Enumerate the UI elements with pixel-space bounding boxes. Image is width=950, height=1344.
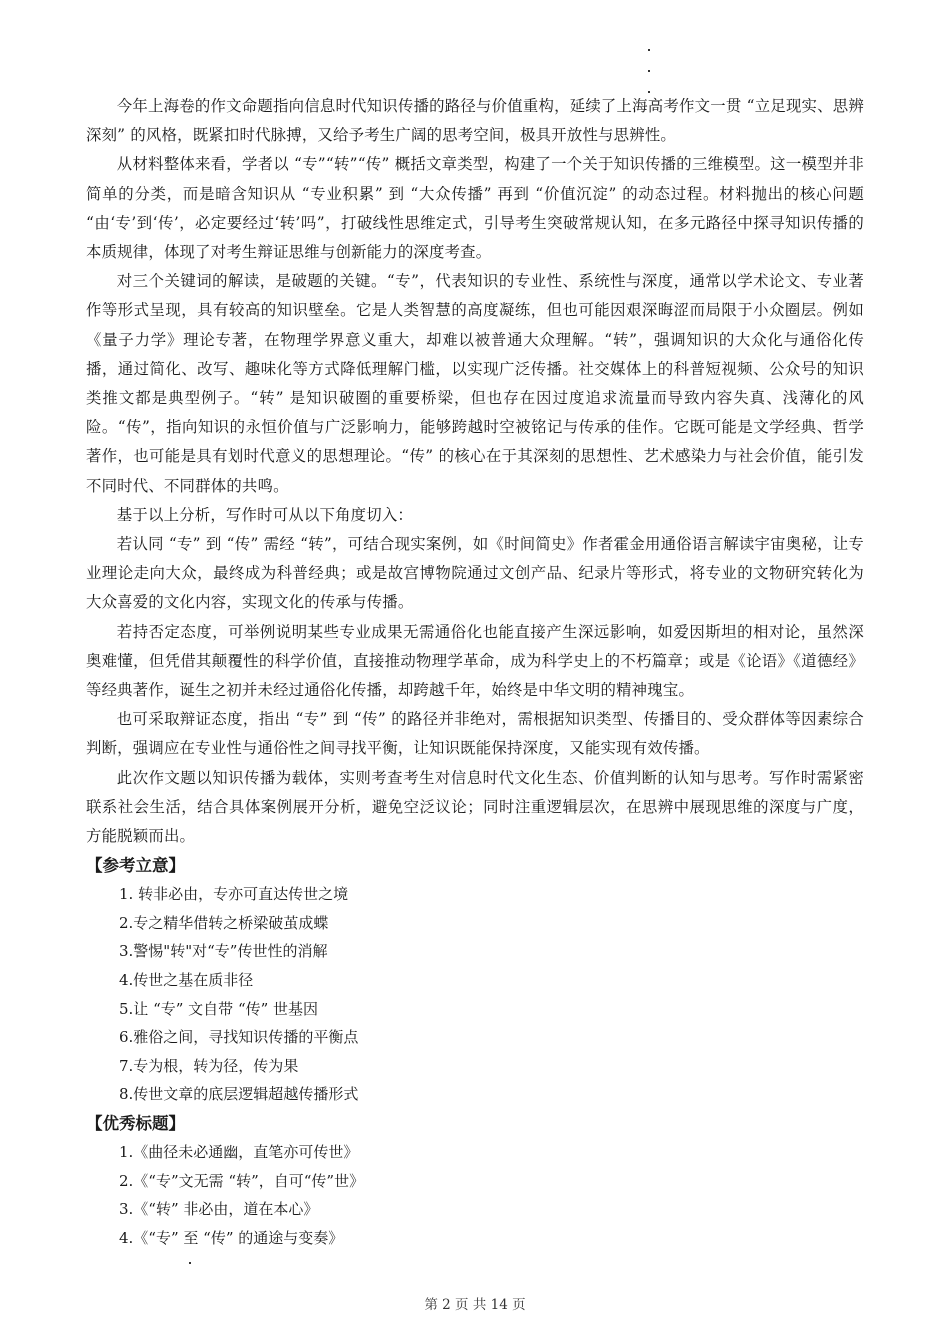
decorative-dot [189, 1262, 191, 1264]
decorative-dot [648, 70, 650, 72]
paragraph-intro: 今年上海卷的作文命题指向信息时代知识传播的路径与价值重构，延续了上海高考作文一贯 “立足现实、思辨深刻” 的风格，既紧扣时代脉搏，又给予考生广阔的思考空间，极具开放性与思辨性。 [86, 97, 864, 145]
list-item: 2.专之精华借转之桥梁破茧成蝶 [119, 913, 329, 932]
list-item: 8.传世文章的底层逻辑超越传播形式 [119, 1085, 359, 1104]
page-number: 第 2 页 共 14 页 [424, 1297, 526, 1313]
list-item: 7.专为根，转为径，传为果 [119, 1056, 299, 1075]
paragraph-conclusion: 此次作文题以知识传播为载体，实则考查考生对信息时代文化生态、价值判断的认知与思考。写作时需紧密联系社会生活，结合具体案例展开分析，避免空泛议论；同时注重逻辑层次，在思辨中展现思维的深度与广度，方能脱颖而出。 [86, 768, 864, 846]
reference-heading: 【参考立意】 [86, 856, 185, 876]
paragraph-material-analysis: 从材料整体来看，学者以 “专”“转”“传” 概括文章类型，构建了一个关于知识传播的三维模型。这一模型并非简单的分类，而是暗含知识从 “专业积累” 到 “大众传播” 再到 “价值沉淀” 的动态过程。材料抛出的核心问题 “由‘专’到‘传’，必定要经过‘转’吗”，打破线性思维定式，引导考生突破常规认知，在多元路径中探寻知识传播的本质规律，体现了对考生辩证思维与创新能力的深度考查。 [86, 155, 864, 262]
list-item: 6.雅俗之间，寻找知识传播的平衡点 [119, 1028, 359, 1047]
paragraph-agree: 若认同 “专” 到 “传” 需经 “转”，可结合现实案例，如《时间简史》作者霍金用通俗语言解读宇宙奥秘，让专业理论走向大众，最终成为科普经典；或是故宫博物院通过文创产品、纪录片等形式，将专业的文物研究转化为大众喜爱的文化内容，实现文化的传承与传播。 [86, 535, 864, 612]
list-item: 4.《“专” 至 “传” 的通途与变奏》 [119, 1228, 344, 1247]
paragraph-disagree: 若持否定态度，可举例说明某些专业成果无需通俗化也能直接产生深远影响，如爱因斯坦的相对论，虽然深奥难懂，但凭借其颠覆性的科学价值，直接推动物理学革命，成为科学史上的不朽篇章；或是《论语》《道德经》等经典著作，诞生之初并未经过通俗化传播，却跨越千年，始终是中华文明的精神瑰宝。 [86, 622, 864, 700]
paragraph-keywords: 对三个关键词的解读，是破题的关键。“专”，代表知识的专业性、系统性与深度，通常以学术论文、专业著作等形式呈现，具有较高的知识壁垒。它是人类智慧的高度凝练，但也可能因艰深晦涩而局限于小众圈层。例如《量子力学》理论专著，在物理学界意义重大，却难以被普通大众理解。“转”，强调知识的大众化与通俗化传播，通过简化、改写、趣味化等方式降低理解门槛，以实现广泛传播。社交媒体上的科普短视频、公众号的知识类推文都是典型例子。“转” 是知识破圈的重要桥梁，但也存在因过度追求流量而导致内容失真、浅薄化的风险。“传”，指向知识的永恒价值与广泛影响力，能够跨越时空被铭记与传承的佳作。它既可能是文学经典、哲学著作，也可能是具有划时代意义的思想理论。“传” 的核心在于其深刻的思想性、艺术感染力与社会价值，能引发不同时代、不同群体的共鸣。 [86, 272, 864, 495]
paragraph-dialectic: 也可采取辩证态度，指出 “专” 到 “传” 的路径并非绝对，需根据知识类型、传播目的、受众群体等因素综合判断，强调应在专业性与通俗性之间寻找平衡，让知识既能保持深度，又能实现有效传播。 [86, 710, 864, 758]
article-body [86, 92, 864, 1252]
list-item: 5.让 “专” 文自带 “传” 世基因 [119, 999, 319, 1018]
decorative-dot [648, 49, 650, 51]
list-item: 2.《“专”文无需 “转”，自可“传”世》 [119, 1171, 365, 1190]
paragraph-angles: 基于以上分析，写作时可从以下角度切入： [116, 505, 414, 524]
list-item: 4.传世之基在质非径 [119, 971, 254, 990]
titles-heading: 【优秀标题】 [86, 1114, 185, 1134]
list-item: 3.《“转” 非必由，道在本心》 [119, 1200, 319, 1219]
list-item: 3.警惕"转"对“专”传世性的消解 [119, 942, 328, 961]
list-item: 1.《曲径未必通幽，直笔亦可传世》 [119, 1143, 359, 1162]
list-item: 1. 转非必由，专亦可直达传世之境 [119, 885, 349, 904]
